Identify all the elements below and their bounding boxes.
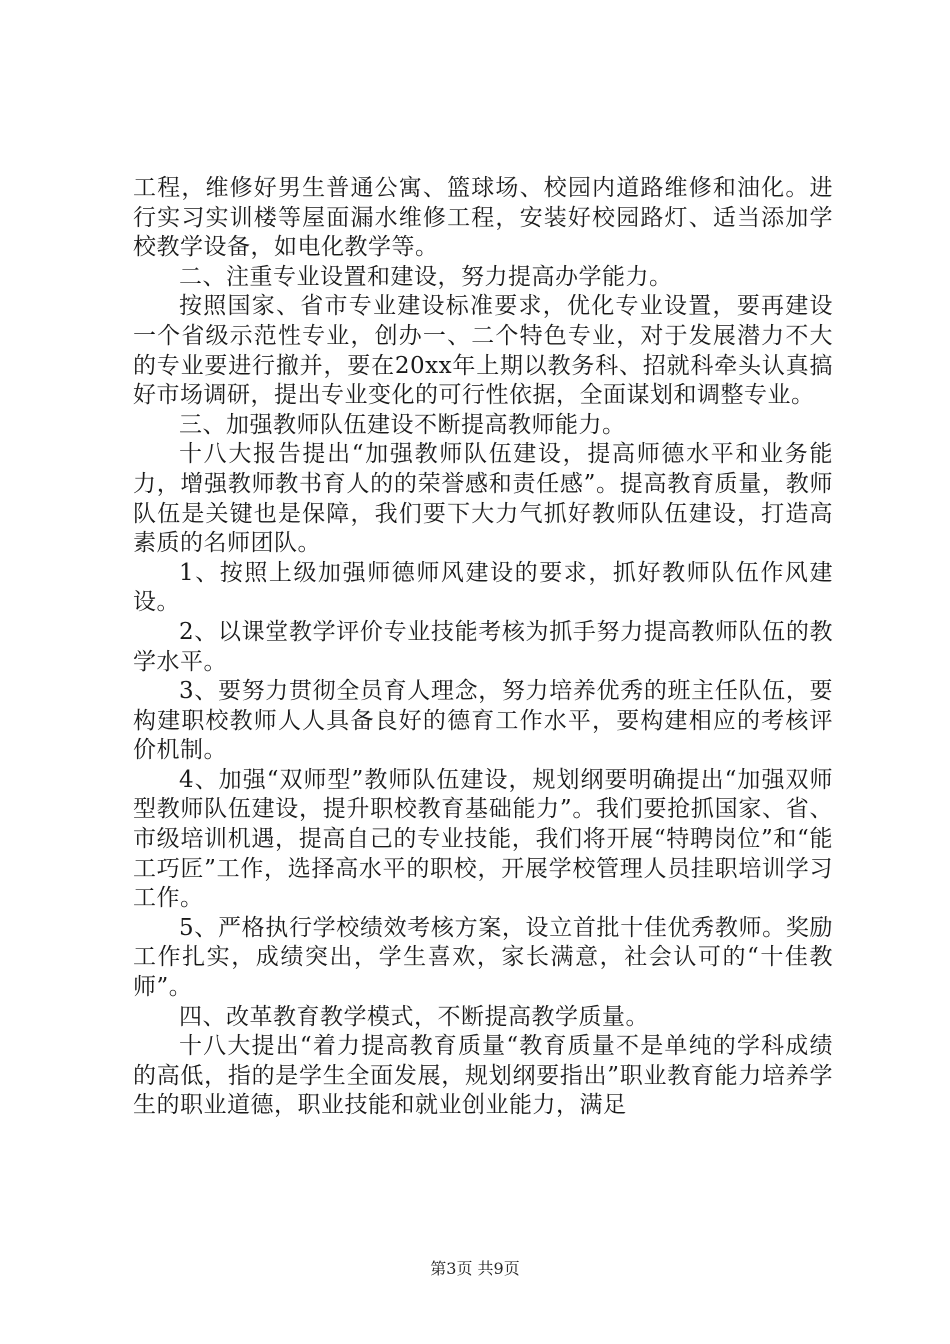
list-item-2: 2、以课堂教学评价专业技能考核为抓手努力提高教师队伍的教学水平。: [133, 618, 833, 675]
list-item-3: 3、要努力贯彻全员育人理念，努力培养优秀的班主任队伍，要构建职校教师人人具备良好的德育工作水平，要构建相应的考核评价机制。: [133, 678, 833, 764]
paragraph-1: 工程，维修好男生普通公寓、篮球场、校园内道路维修和油化。进行实习实训楼等屋面漏水维修工程，安装好校园路灯、适当添加学校教学设备，如电化教学等。: [133, 175, 833, 261]
list-item-5: 5、严格执行学校绩效考核方案，设立首批十佳优秀教师。奖励工作扎实，成绩突出，学生喜欢，家长满意，社会认可的“十佳教师”。: [133, 914, 833, 1001]
document-body: [133, 174, 833, 1121]
paragraph-12: 十八大提出“着力提高教育质量“教育质量不是单纯的学科成绩的高低，指的是学生全面发展，规划纲要指出”职业教育能力培养学生的职业道德，职业技能和就业创业能力，满足: [133, 1033, 833, 1119]
list-item-4: 4、加强“双师型”教师队伍建设，规划纲要明确提出“加强双师型教师队伍建设，提升职校教育基础能力”。我们要抢抓国家、省、市级培训机遇，提高自己的专业技能，我们将开展“特聘岗位”和“能工巧匠”工作，选择高水平的职校，开展学校管理人员挂职培训学习工作。: [133, 766, 833, 912]
section-heading-3: 三、加强教师队伍建设不断提高教师能力。: [179, 411, 626, 438]
paragraph-3: 按照国家、省市专业建设标准要求，优化专业设置，要再建设一个省级示范性专业，创办一、二个特色专业，对于发展潜力不大的专业要进行撤并，要在20xx年上期以教务科、招就科牵头认真搞好市场调研，提出专业变化的可行性依据，全面谋划和调整专业。: [133, 293, 833, 409]
page-number-footer: 第3页 共9页: [430, 1259, 520, 1278]
section-heading-2: 二、注重专业设置和建设，努力提高办学能力。: [179, 263, 673, 290]
section-heading-4: 四、改革教育教学模式，不断提高教学质量。: [179, 1003, 649, 1030]
list-item-1: 1、按照上级加强师德师风建设的要求，抓好教师队伍作风建设。: [133, 559, 833, 616]
paragraph-5: 十八大报告提出“加强教师队伍建设，提高师德水平和业务能力，增强教师教书育人的的荣誉感和责任感”。提高教育质量，教师队伍是关键也是保障，我们要下大力气抓好教师队伍建设，打造高素质的名师团队。: [133, 441, 833, 557]
